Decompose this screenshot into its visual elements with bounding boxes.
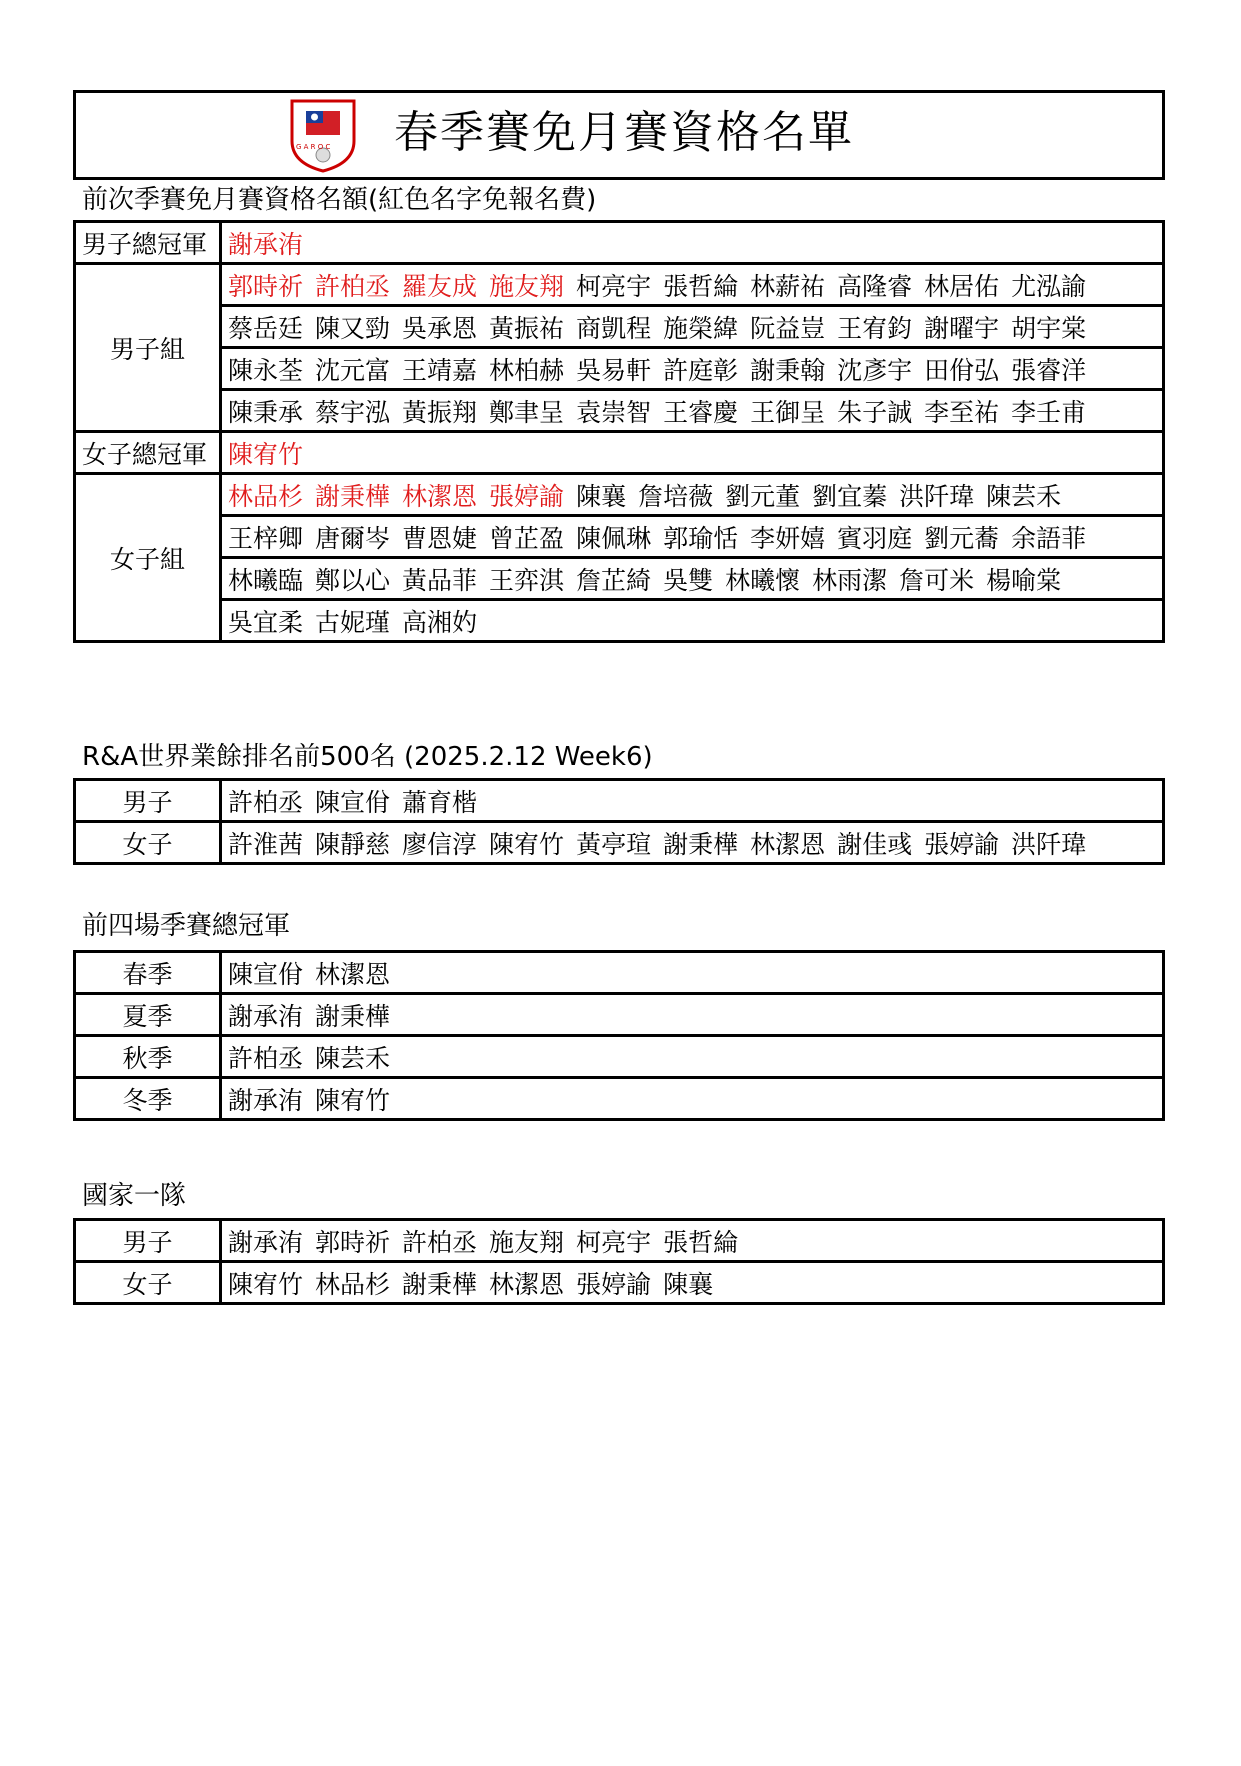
player-name: 陳佩琳: [576, 523, 652, 553]
player-name: 林居佑: [924, 271, 1000, 301]
group-names-cell: [221, 474, 1164, 516]
player-name: 吳宜柔: [228, 607, 304, 637]
player-name: 陳宣佾: [228, 959, 304, 989]
player-name: 郭時祈: [315, 1227, 391, 1257]
player-name: 黃亭瑄: [576, 829, 652, 859]
table-row: [75, 306, 1164, 348]
row-names-cell: [221, 1078, 1164, 1120]
player-name: 郭瑜恬: [663, 523, 739, 553]
player-name: 廖信淳: [402, 829, 478, 859]
row-names-cell: [221, 952, 1164, 994]
player-name: 李至祐: [924, 397, 1000, 427]
player-name: 林柏赫: [489, 355, 565, 385]
player-name: 林品杉: [228, 481, 304, 511]
player-name: 張睿洋: [1011, 355, 1087, 385]
player-name: 張婷諭: [924, 829, 1000, 859]
player-name: 林品杉: [315, 1269, 391, 1299]
player-name: 陳宥竹: [315, 1085, 391, 1115]
player-name: 沈彥宇: [837, 355, 913, 385]
player-name: 鄭以心: [315, 565, 391, 595]
player-name: 李壬甫: [1011, 397, 1087, 427]
player-name: 曾芷盈: [489, 523, 565, 553]
player-name: 許庭彰: [663, 355, 739, 385]
player-name: 陳靜慈: [315, 829, 391, 859]
table-row: [75, 1078, 1164, 1120]
player-name: 蕭育楷: [402, 787, 478, 817]
player-name: 古妮瑾: [315, 607, 391, 637]
player-name: 詹芷綺: [576, 565, 652, 595]
player-name: 羅友成: [402, 271, 478, 301]
table-row: [75, 952, 1164, 994]
player-name: 張婷諭: [489, 481, 565, 511]
player-name: 朱子誠: [837, 397, 913, 427]
table-row: [75, 516, 1164, 558]
player-name: 商凱程: [576, 313, 652, 343]
player-name: 林雨潔: [812, 565, 888, 595]
row-names-cell: [221, 1036, 1164, 1078]
player-name: 胡宇棠: [1011, 313, 1087, 343]
player-name: 陳永荃: [228, 355, 304, 385]
table-row: [75, 348, 1164, 390]
player-name: 鄭聿呈: [489, 397, 565, 427]
ra-ranking-table: [73, 778, 1165, 865]
player-name: 王梓卿: [228, 523, 304, 553]
row-label-cell: 夏季: [75, 994, 221, 1036]
garoc-logo-icon: [286, 97, 360, 173]
section-heading-national-team: 國家一隊: [82, 1181, 187, 1211]
group-names-cell: [221, 264, 1164, 306]
row-names-cell: [221, 1220, 1164, 1262]
table-row: [75, 390, 1164, 432]
player-name: 柯亮宇: [576, 271, 652, 301]
table-row: [75, 558, 1164, 600]
logo-letter: G A R O C: [296, 143, 331, 151]
player-name: 林曦臨: [228, 565, 304, 595]
player-name: 陳宥竹: [489, 829, 565, 859]
player-name: 王弈淇: [489, 565, 565, 595]
group-names-cell: [221, 348, 1164, 390]
row-label-cell: 女子: [75, 1262, 221, 1304]
table-row: [75, 222, 1164, 264]
group-names-cell: [221, 516, 1164, 558]
row-label-cell: 春季: [75, 952, 221, 994]
section-heading-ra-ranking: R&A世界業餘排名前500名 (2025.2.12 Week6): [82, 742, 653, 772]
champion-label-cell: 男子總冠軍: [75, 222, 221, 264]
section-heading-season-champions: 前四場季賽總冠軍: [82, 911, 291, 941]
table-row: [75, 600, 1164, 642]
prev-season-table: [73, 220, 1165, 643]
table-row: [75, 780, 1164, 822]
player-name: 蔡宇泓: [315, 397, 391, 427]
player-name: 王御呈: [750, 397, 826, 427]
player-name: 謝承洧: [228, 1001, 304, 1031]
row-names-cell: [221, 780, 1164, 822]
table-row: [75, 822, 1164, 864]
player-name: 洪阡瑋: [1011, 829, 1087, 859]
player-name: 謝秉樺: [402, 1269, 478, 1299]
player-name: 林曦懷: [725, 565, 801, 595]
player-name: 謝承洧: [228, 1085, 304, 1115]
player-name: 謝曜宇: [924, 313, 1000, 343]
player-name: 謝秉翰: [750, 355, 826, 385]
player-name: 許柏丞: [228, 1043, 304, 1073]
player-name: 謝秉樺: [663, 829, 739, 859]
player-name: 陳芸禾: [315, 1043, 391, 1073]
player-name: 田佾弘: [924, 355, 1000, 385]
player-name: 謝佳彧: [837, 829, 913, 859]
player-name: 王睿慶: [663, 397, 739, 427]
champion-names-cell: [221, 432, 1164, 474]
player-name: 張婷諭: [576, 1269, 652, 1299]
player-name: 施友翔: [489, 1227, 565, 1257]
player-name: 謝秉樺: [315, 481, 391, 511]
player-name: 陳襄: [576, 481, 627, 511]
section-heading-prev-season: 前次季賽免月賽資格名額(紅色名字免報名費): [82, 185, 597, 215]
player-name: 詹可米: [899, 565, 975, 595]
group-names-cell: [221, 600, 1164, 642]
row-label-cell: 男子: [75, 780, 221, 822]
player-name: 謝承洧: [228, 1227, 304, 1257]
player-name: 陳秉承: [228, 397, 304, 427]
player-name: 許淮茜: [228, 829, 304, 859]
table-row: [75, 994, 1164, 1036]
player-name: 高湘妁: [402, 607, 478, 637]
row-names-cell: [221, 994, 1164, 1036]
page-title: 春季賽免月賽資格名單: [394, 107, 854, 158]
player-name: 許柏丞: [228, 787, 304, 817]
champion-label-cell: 女子總冠軍: [75, 432, 221, 474]
player-name: 尤泓諭: [1011, 271, 1087, 301]
table-row: [75, 1262, 1164, 1304]
player-name: 張哲綸: [663, 271, 739, 301]
player-name: 吳承恩: [402, 313, 478, 343]
player-name: 林潔恩: [750, 829, 826, 859]
player-name: 施榮緯: [663, 313, 739, 343]
row-label-cell: 秋季: [75, 1036, 221, 1078]
champion-names-cell: [221, 222, 1164, 264]
player-name: 林潔恩: [315, 959, 391, 989]
player-name: 林潔恩: [489, 1269, 565, 1299]
group-names-cell: [221, 390, 1164, 432]
player-name: 陳芸禾: [986, 481, 1062, 511]
player-name: 吳雙: [663, 565, 714, 595]
group-label-cell: 女子組: [75, 474, 221, 642]
player-name: 施友翔: [489, 271, 565, 301]
player-name: 陳宥竹: [228, 1269, 304, 1299]
player-name: 陳襄: [663, 1269, 714, 1299]
group-names-cell: [221, 306, 1164, 348]
row-label-cell: 冬季: [75, 1078, 221, 1120]
table-row: [75, 432, 1164, 474]
season-champions-table: [73, 950, 1165, 1121]
player-name: 林薪祐: [750, 271, 826, 301]
player-name: 柯亮宇: [576, 1227, 652, 1257]
player-name: 黃振祐: [489, 313, 565, 343]
player-name: 謝秉樺: [315, 1001, 391, 1031]
group-label-cell: 男子組: [75, 264, 221, 432]
player-name: 劉宜蓁: [812, 481, 888, 511]
player-name: 賓羽庭: [837, 523, 913, 553]
row-names-cell: [221, 822, 1164, 864]
player-name: 唐爾岑: [315, 523, 391, 553]
row-label-cell: 男子: [75, 1220, 221, 1262]
player-name: 陳宥竹: [228, 439, 304, 469]
player-name: 謝承洧: [228, 229, 304, 259]
title-box: [73, 90, 1165, 180]
player-name: 余語菲: [1011, 523, 1087, 553]
player-name: 楊喻棠: [986, 565, 1062, 595]
player-name: 黃振翔: [402, 397, 478, 427]
player-name: 詹培薇: [638, 481, 714, 511]
table-row: [75, 1220, 1164, 1262]
group-names-cell: [221, 558, 1164, 600]
player-name: 劉元董: [725, 481, 801, 511]
player-name: 陳宣佾: [315, 787, 391, 817]
player-name: 吳易軒: [576, 355, 652, 385]
player-name: 曹恩婕: [402, 523, 478, 553]
player-name: 張哲綸: [663, 1227, 739, 1257]
table-row: [75, 264, 1164, 306]
player-name: 沈元富: [315, 355, 391, 385]
player-name: 郭時祈: [228, 271, 304, 301]
national-team-table: [73, 1218, 1165, 1305]
player-name: 李妍嬉: [750, 523, 826, 553]
player-name: 洪阡瑋: [899, 481, 975, 511]
player-name: 劉元蕎: [924, 523, 1000, 553]
table-row: [75, 1036, 1164, 1078]
row-label-cell: 女子: [75, 822, 221, 864]
player-name: 黃品菲: [402, 565, 478, 595]
player-name: 陳又勁: [315, 313, 391, 343]
player-name: 王靖嘉: [402, 355, 478, 385]
player-name: 高隆睿: [837, 271, 913, 301]
player-name: 許柏丞: [315, 271, 391, 301]
row-names-cell: [221, 1262, 1164, 1304]
player-name: 蔡岳廷: [228, 313, 304, 343]
player-name: 王宥鈞: [837, 313, 913, 343]
table-row: [75, 474, 1164, 516]
player-name: 許柏丞: [402, 1227, 478, 1257]
player-name: 阮益豈: [750, 313, 826, 343]
player-name: 林潔恩: [402, 481, 478, 511]
player-name: 袁崇智: [576, 397, 652, 427]
